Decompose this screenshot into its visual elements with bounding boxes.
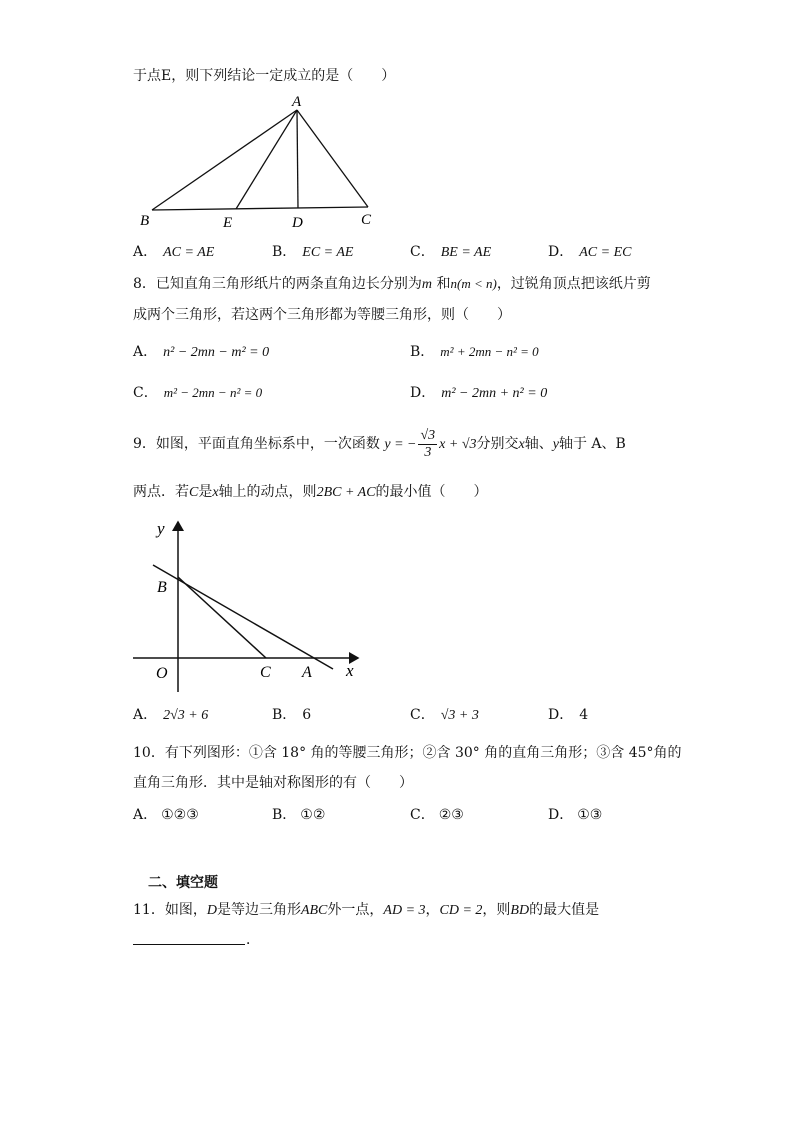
q10-option-a[interactable]: A． ①②③ <box>133 807 199 823</box>
q9-stem-line2: 两点．若C是x轴上的动点，则2BC + AC的最小值（ ） <box>133 484 488 500</box>
q9-option-a[interactable]: A． 2√3 + 6 <box>133 707 209 723</box>
q9-coordinate-figure <box>130 512 370 697</box>
q8-stem-line1: 8．已知直角三角形纸片的两条直角边长分别为m 和n(m < n)，过锐角顶点把该纸片剪 <box>133 276 651 292</box>
q8-option-d[interactable]: D． m² − 2mn + n² = 0 <box>410 385 548 401</box>
label-E: E <box>223 215 233 231</box>
q8-stem-line2: 成两个三角形，若这两个三角形都为等腰三角形，则（ ） <box>133 307 511 323</box>
segment-AD <box>297 110 298 208</box>
q9-option-b[interactable]: B． 6 <box>272 707 312 723</box>
q7-triangle-figure <box>135 92 385 234</box>
segment-BC <box>178 577 266 658</box>
q8-option-b[interactable]: B． m² + 2mn − n² = 0 <box>410 344 539 360</box>
q7-option-d[interactable]: D． AC = EC <box>548 244 632 260</box>
q11-stem: 11．如图，D是等边三角形ABC外一点，AD = 3，CD = 2，则BD的最大值是 <box>133 902 600 918</box>
q9-stem-line1: 9．如图，平面直角坐标系中，一次函数 y = − $\frac{√3}{3}$ x + √3分别交x轴、y轴于 A、B <box>133 427 626 460</box>
q10-stem-line2: 直角三角形．其中是轴对称图形的有（ ） <box>133 775 413 791</box>
segment-AC <box>297 110 368 207</box>
q7-stem: 于点E，则下列结论一定成立的是（ ） <box>133 68 396 84</box>
label-C: C <box>361 212 372 228</box>
label-A: A <box>302 664 312 681</box>
q7-option-c[interactable]: C． BE = AE <box>410 244 492 260</box>
label-B: B <box>157 579 167 596</box>
segment-BC <box>152 207 368 210</box>
q7-option-b[interactable]: B． EC = AE <box>272 244 354 260</box>
label-y: y <box>157 519 165 538</box>
label-O: O <box>156 665 168 682</box>
label-x: x <box>346 661 354 680</box>
segment-AB <box>152 110 297 210</box>
label-C: C <box>260 664 271 681</box>
q11-answer-blank[interactable] <box>133 928 245 945</box>
line-AB <box>153 565 333 669</box>
q10-stem-line1: 10．有下列图形：①含 18° 角的等腰三角形；②含 30° 角的直角三角形；③含 45°角的 <box>133 745 682 761</box>
section-heading-fill-in: 二、填空题 <box>148 875 218 891</box>
segment-AE <box>236 110 297 209</box>
q7-option-a[interactable]: A． AC = AE <box>133 244 215 260</box>
q9-option-d[interactable]: D． 4 <box>548 707 589 723</box>
q10-option-b[interactable]: B． ①② <box>272 807 326 823</box>
fraction-sqrt3-over-3: $\frac{√3}{3}$ <box>420 427 436 460</box>
q10-option-c[interactable]: C． ②③ <box>410 807 464 823</box>
q10-option-d[interactable]: D． ①③ <box>548 807 603 823</box>
q8-option-c[interactable]: C． m² − 2mn − n² = 0 <box>133 385 263 401</box>
label-D: D <box>292 215 303 231</box>
q9-option-c[interactable]: C． √3 + 3 <box>410 707 479 723</box>
q11-period: ． <box>246 932 260 948</box>
q8-option-a[interactable]: A． n² − 2mn − m² = 0 <box>133 344 270 360</box>
label-B: B <box>140 213 150 229</box>
label-A: A <box>292 94 302 110</box>
